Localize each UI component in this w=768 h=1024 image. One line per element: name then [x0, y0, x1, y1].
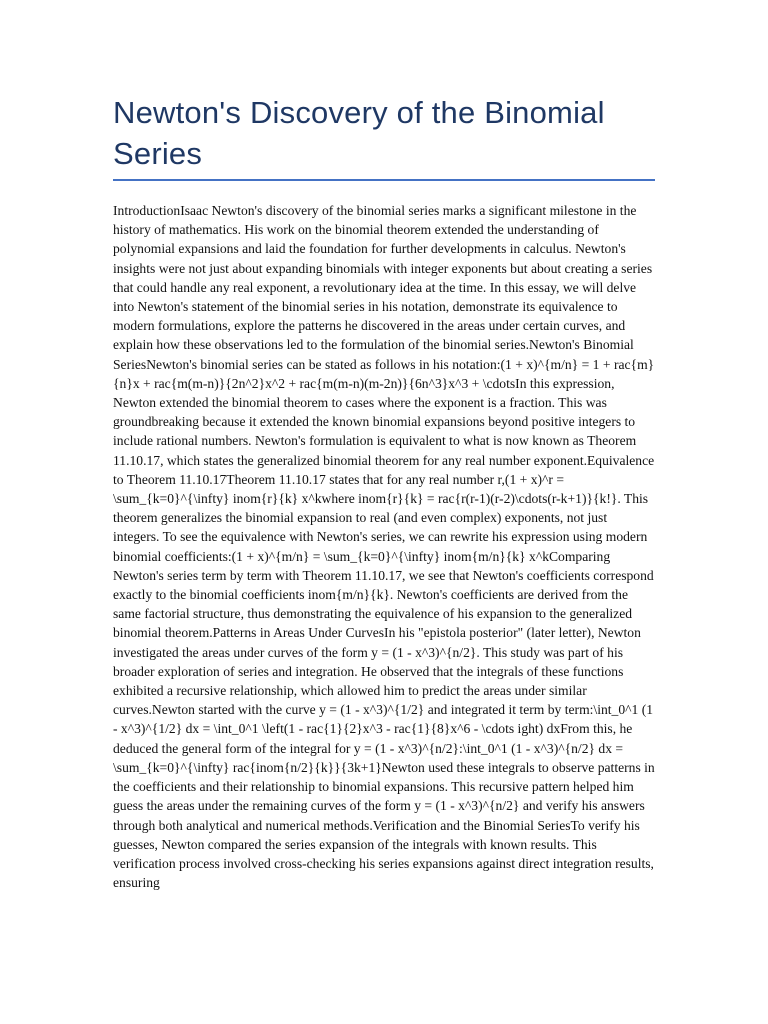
title-underline: [113, 179, 655, 181]
document-title: Newton's Discovery of the Binomial Series: [113, 95, 605, 171]
document-body: IntroductionIsaac Newton's discovery of the binomial series marks a significant milestone in the history of mathematics. His work on the binomial theorem extended the understanding of polynomial expansions and laid the foundation for further developments in calculus. Newton's insights were not just about expanding binomials with integer exponents but about creating a series that could handle any real exponent, a revolutionary idea at the time. In this essay, we will delve into Newton's statement of the binomial series in his notation, demonstrate its equivalence to modern formulations, explore the patterns he discovered in the areas under certain curves, and explain how these observations led to the formulation of the binomial series.Newton's Binomial SeriesNewton's binomial series can be stated as follows in his notation:(1 + x)^{m/n} = 1 + rac{m}{n}x + rac{m(m-n)}{2n^2}x^2 + rac{m(m-n)(m-2n)}{6n^3}x^3 + \cdotsIn this expression, Newton extended the binomial theorem to cases where the exponent is a fraction. This was groundbreaking because it extended the known binomial expansions beyond positive integers to include rational numbers. Newton's formulation is equivalent to what is now known as Theorem 11.10.17, which states the generalized binomial theorem for any real number exponent.Equivalence to Theorem 11.10.17Theorem 11.10.17 states that for any real number r,(1 + x)^r = \sum_{k=0}^{\infty} inom{r}{k} x^kwhere inom{r}{k} = rac{r(r-1)(r-2)\cdots(r-k+1)}{k!}. This theorem generalizes the binomial expansion to real (and even complex) exponents, not just integers. To see the equivalence with Newton's series, we can rewrite his expression using modern binomial coefficients:(1 + x)^{m/n} = \sum_{k=0}^{\infty} inom{m/n}{k} x^kComparing Newton's series term by term with Theorem 11.10.17, we see that Newton's coefficients correspond exactly to the binomial coefficients inom{m/n}{k}. Newton's coefficients are derived from the same factorial structure, thus demonstrating the equivalence of his expansion to the generalized binomial theorem.Patterns in Areas Under CurvesIn his "epistola posterior" (later letter), Newton investigated the areas under curves of the form y = (1 - x^3)^{n/2}. This study was part of his broader exploration of series and integration. He observed that the integrals of these functions exhibited a recursive relationship, which allowed him to predict the areas under similar curves.Newton started with the curve y = (1 - x^3)^{1/2} and integrated it term by term:\int_0^1 (1 - x^3)^{1/2} dx = \int_0^1 \left(1 - rac{1}{2}x^3 - rac{1}{8}x^6 - \cdots ight) dxFrom this, he deduced the general form of the integral for y = (1 - x^3)^{n/2}:\int_0^1 (1 - x^3)^{n/2} dx = \sum_{k=0}^{\infty} rac{inom{n/2}{k}}{3k+1}Newton used these integrals to observe patterns in the coefficients and their relationship to binomial expansions. This recursive pattern helped him guess the areas under the remaining curves of the form y = (1 - x^3)^{n/2} and verify his answers through both analytical and numerical methods.Verification and the Binomial SeriesTo verify his guesses, Newton compared the series expansion of the integrals with known results. This verification process involved cross-checking his series expansions against direct integration results, ensuring: [113, 203, 655, 891]
document-page: [113, 92, 655, 926]
